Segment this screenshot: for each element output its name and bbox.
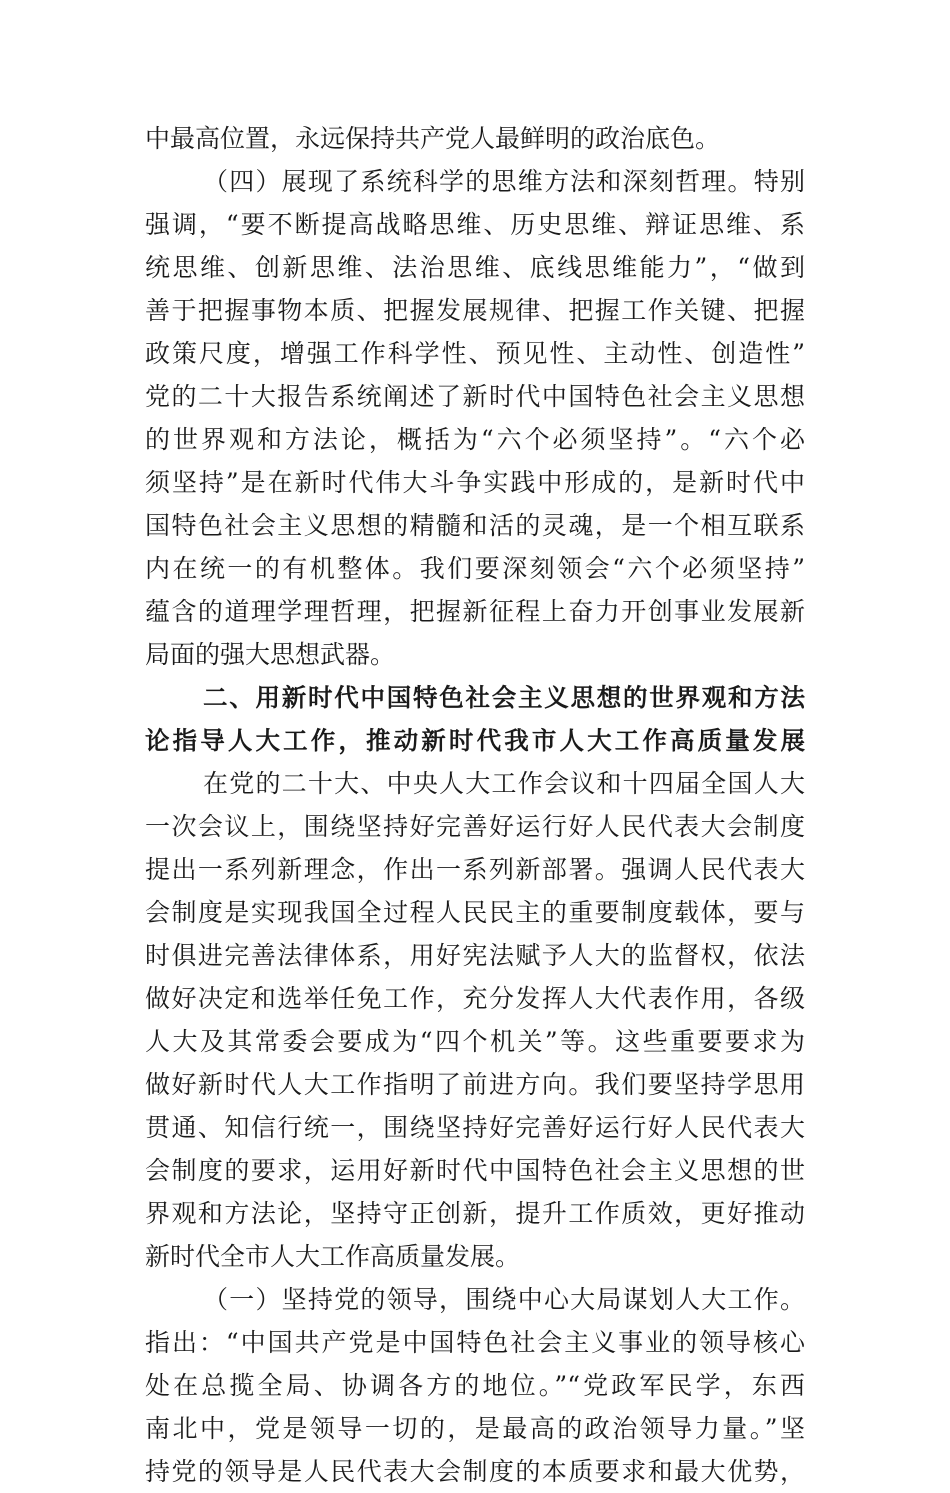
text-line: 局面的强大思想武器。 <box>145 640 396 669</box>
text-line: 蕴含的道理学理哲理，把握新征程上奋力开创事业发展新 <box>145 597 805 626</box>
subheading-line: （一）坚持党的领导，围绕中心大局谋划人大工作。 <box>203 1285 805 1314</box>
text-line: 南北中，党是领导一切的，是最高的政治领导力量。”坚 <box>145 1414 805 1443</box>
text-line: 一次会议上，围绕坚持好完善好运行好人民代表大会制度 <box>145 812 805 841</box>
text-line: 强调，“要不断提高战略思维、历史思维、辩证思维、系 <box>145 210 805 239</box>
text-line: 的世界观和方法论，概括为“六个必须坚持”。“六个必 <box>145 425 805 454</box>
text-line: 界观和方法论，坚持守正创新，提升工作质效，更好推动 <box>145 1199 805 1228</box>
text-line: 中最高位置，永远保持共产党人最鲜明的政治底色。 <box>145 124 721 153</box>
text-line: 持党的领导是人民代表大会制度的本质要求和最大优势， <box>145 1457 805 1486</box>
section-heading-line: 二、用新时代中国特色社会主义思想的世界观和方法 <box>203 683 805 712</box>
text-line: 新时代全市人大工作高质量发展。 <box>145 1242 521 1271</box>
text-line: 会制度的要求，运用好新时代中国特色社会主义思想的世 <box>145 1156 805 1185</box>
text-line: 善于把握事物本质、把握发展规律、把握工作关键、把握 <box>145 296 805 325</box>
text-line: 贯通、知信行统一，围绕坚持好完善好运行好人民代表大 <box>145 1113 805 1142</box>
text-line: 政策尺度，增强工作科学性、预见性、主动性、创造性” <box>145 339 805 368</box>
text-line: 内在统一的有机整体。我们要深刻领会“六个必须坚持” <box>145 554 805 583</box>
text-line: 时俱进完善法律体系，用好宪法赋予人大的监督权，依法 <box>145 941 805 970</box>
text-line: 会制度是实现我国全过程人民民主的重要制度载体，要与 <box>145 898 805 927</box>
text-line: 提出一系列新理念，作出一系列新部署。强调人民代表大 <box>145 855 805 884</box>
section-heading-line: 论指导人大工作，推动新时代我市人大工作高质量发展 <box>145 726 805 755</box>
text-line: 处在总揽全局、协调各方的地位。”“党政军民学，东西 <box>145 1371 805 1400</box>
text-line: 国特色社会主义思想的精髓和活的灵魂，是一个相互联系 <box>145 511 805 540</box>
text-line: 做好新时代人大工作指明了前进方向。我们要坚持学思用 <box>145 1070 805 1099</box>
document-page <box>145 117 805 1493</box>
text-line: 须坚持”是在新时代伟大斗争实践中形成的，是新时代中 <box>145 468 805 497</box>
text-line: 指出：“中国共产党是中国特色社会主义事业的领导核心 <box>145 1328 805 1357</box>
text-line: 统思维、创新思维、法治思维、底线思维能力”，“做到 <box>145 253 805 282</box>
subheading-line: （四）展现了系统科学的思维方法和深刻哲理。特别 <box>203 167 805 196</box>
text-line: 做好决定和选举任免工作，充分发挥人大代表作用，各级 <box>145 984 805 1013</box>
text-line: 党的二十大报告系统阐述了新时代中国特色社会主义思想 <box>145 382 805 411</box>
text-line: 人大及其常委会要成为“四个机关”等。这些重要要求为 <box>145 1027 805 1056</box>
text-line: 在党的二十大、中央人大工作会议和十四届全国人大 <box>203 769 805 798</box>
